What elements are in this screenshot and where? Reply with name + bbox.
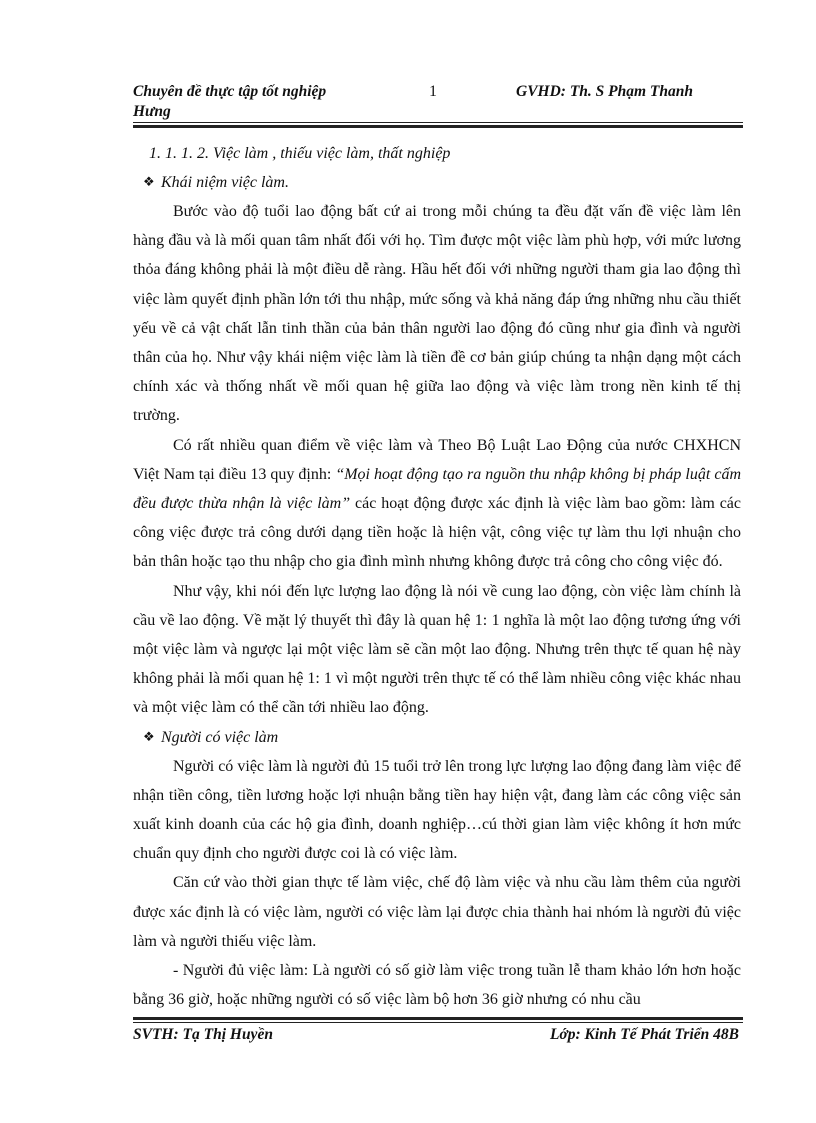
paragraph-2	[133, 431, 741, 577]
footer-rule-thick	[133, 1017, 743, 1020]
paragraph-4: Người có việc làm là người đủ 15 tuổi trở lên trong lực lượng lao động đang làm việc để nhận tiền công, tiền lương hoặc lợi nhuận bằng tiền hay hiện vật, đang làm các công việc sản xuất kinh doanh của các hộ gia đình, doanh nghiệp…cú thời gian làm việc không ít hơn mức chuẩn quy định cho người được coi là có việc làm.	[133, 757, 741, 863]
bullet-heading-text: Người có việc làm	[161, 728, 279, 746]
header-rule-thick	[133, 125, 743, 128]
section-heading: 1. 1. 1. 2. Việc làm , thiếu việc làm, thất nghiệp	[149, 145, 451, 162]
paragraph-1: Bước vào độ tuổi lao động bất cứ ai trong mỗi chúng ta đều đặt vấn đề việc làm lên hàng đầu và là mối quan tâm nhất đối với họ. Tìm được một việc làm phù hợp, với mức lương thỏa đáng không phải là một điều dễ ràng. Hầu hết đối với những người tham gia lao động thì việc làm quyết định phần lớn tới thu nhập, mức sống và khả năng đáp ứng những nhu cầu thiết yếu về cả vật chất lẫn tinh thần của bản thân người lao động đó cũng như gia đình và người thân của họ. Như vậy khái niệm việc làm là tiền đề cơ bản giúp chúng ta nhận dạng một cách chính xác và thống nhất về mối quan hệ giữa lao động và việc làm trong nền kinh tế thị trường.	[133, 203, 741, 425]
header-rule-thin	[133, 122, 743, 123]
footer-student: SVTH: Tạ Thị Huyền	[133, 1026, 273, 1043]
paragraph-3: Như vậy, khi nói đến lực lượng lao động là nói về cung lao động, còn việc làm chính là cầu về lao động. Về mặt lý thuyết thì đây là quan hệ 1: 1 nghĩa là một lao động tương ứng với một việc làm và ngược lại một việc làm sẽ cần một lao động. Nhưng trên thực tế quan hệ này không phải là mối quan hệ 1: 1 vì một người trên thực tế có thể làm nhiều công việc khác nhau và một việc làm có thể cần tới nhiều lao động.	[133, 582, 741, 717]
footer-class: Lớp: Kinh Tế Phát Triển 48B	[549, 1026, 739, 1043]
header-title-continued: Hưng	[133, 103, 171, 120]
bullet-heading-text: Khái niệm việc làm.	[161, 174, 289, 191]
diamond-bullet-icon: ❖	[143, 174, 155, 189]
bullet-heading-employed-person	[133, 723, 741, 752]
labor-code-quote: “Mọi hoạt động tạo ra nguồn thu nhập không bị pháp luật cấm đều được thừa nhận là việc làm”	[133, 465, 742, 513]
paragraph-6: - Người đủ việc làm: Là người có số giờ làm việc trong tuần lễ tham khảo lớn hơn hoặc bằng 36 giờ, hoặc những người có số việc làm bộ hơn 36 giờ nhưng có nhu cầu	[133, 962, 741, 1009]
header-left	[133, 82, 373, 122]
page-number: 1	[429, 83, 437, 100]
diamond-bullet-icon: ❖	[143, 728, 155, 744]
paragraph-5: Căn cứ vào thời gian thực tế làm việc, chế độ làm việc và nhu cầu làm thêm của người được xác định là có việc làm, người có việc làm lại được chia thành hai nhóm là người đủ việc làm và người thiếu việc làm.	[133, 874, 741, 950]
header-advisor: GVHD: Th. S Phạm Thanh	[516, 83, 694, 100]
bullet-heading-employment-concept	[133, 168, 741, 197]
footer-rule-thin	[133, 1022, 743, 1023]
paragraph-2-intro: Có rất nhiều quan điểm về việc làm và Theo Bộ Luật Lao Động của nước CHXHCN Việt Nam tại điều 13 quy định:	[133, 436, 741, 483]
document-body	[133, 140, 741, 1014]
page-header	[133, 82, 745, 124]
header-title: Chuyên đề thực tập tốt nghiệp	[133, 83, 327, 100]
paragraph-2-rest: các hoạt động được xác định là việc làm bao gồm: làm các công việc được trả công dưới dạng tiền hoặc là hiện vật, công việc tự làm thu lợi nhuận cho bản thân hoặc tạo thu nhập cho gia đình mình nhưng không được trả công cho công việc đó.	[133, 495, 741, 571]
